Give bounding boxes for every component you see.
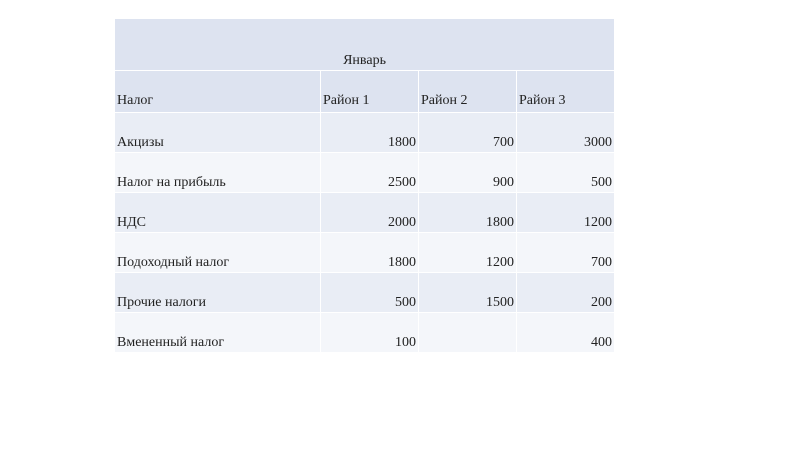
district-3-value: 400 — [517, 313, 615, 353]
table-row — [115, 273, 615, 313]
tax-table — [114, 18, 615, 353]
table-row — [115, 113, 615, 153]
district-3-value: 200 — [517, 273, 615, 313]
district-2-value: 1800 — [419, 193, 517, 233]
column-header-row — [115, 71, 615, 113]
district-1-value: 500 — [321, 273, 419, 313]
district-2-value — [419, 313, 517, 353]
district-3-value: 1200 — [517, 193, 615, 233]
district-1-value: 100 — [321, 313, 419, 353]
district-2-value: 700 — [419, 113, 517, 153]
district-1-value: 1800 — [321, 233, 419, 273]
district-2-value: 1500 — [419, 273, 517, 313]
district-1-value: 2500 — [321, 153, 419, 193]
tax-name-cell: Прочие налоги — [115, 273, 321, 313]
tax-name-cell: Налог на прибыль — [115, 153, 321, 193]
table-row — [115, 233, 615, 273]
table-row — [115, 153, 615, 193]
district-3-value: 500 — [517, 153, 615, 193]
table-row — [115, 313, 615, 353]
tax-name-cell: Акцизы — [115, 113, 321, 153]
district-3-value: 700 — [517, 233, 615, 273]
column-header-district-1: Район 1 — [321, 71, 419, 113]
column-header-district-2: Район 2 — [419, 71, 517, 113]
district-1-value: 1800 — [321, 113, 419, 153]
district-2-value: 1200 — [419, 233, 517, 273]
tax-name-cell: НДС — [115, 193, 321, 233]
tax-name-cell: Вмененный налог — [115, 313, 321, 353]
column-header-tax: Налог — [115, 71, 321, 113]
month-label: Январь — [115, 19, 615, 71]
tax-name-cell: Подоходный налог — [115, 233, 321, 273]
district-3-value: 3000 — [517, 113, 615, 153]
table-row — [115, 193, 615, 233]
district-2-value: 900 — [419, 153, 517, 193]
column-header-district-3: Район 3 — [517, 71, 615, 113]
month-header-row — [115, 19, 615, 71]
district-1-value: 2000 — [321, 193, 419, 233]
